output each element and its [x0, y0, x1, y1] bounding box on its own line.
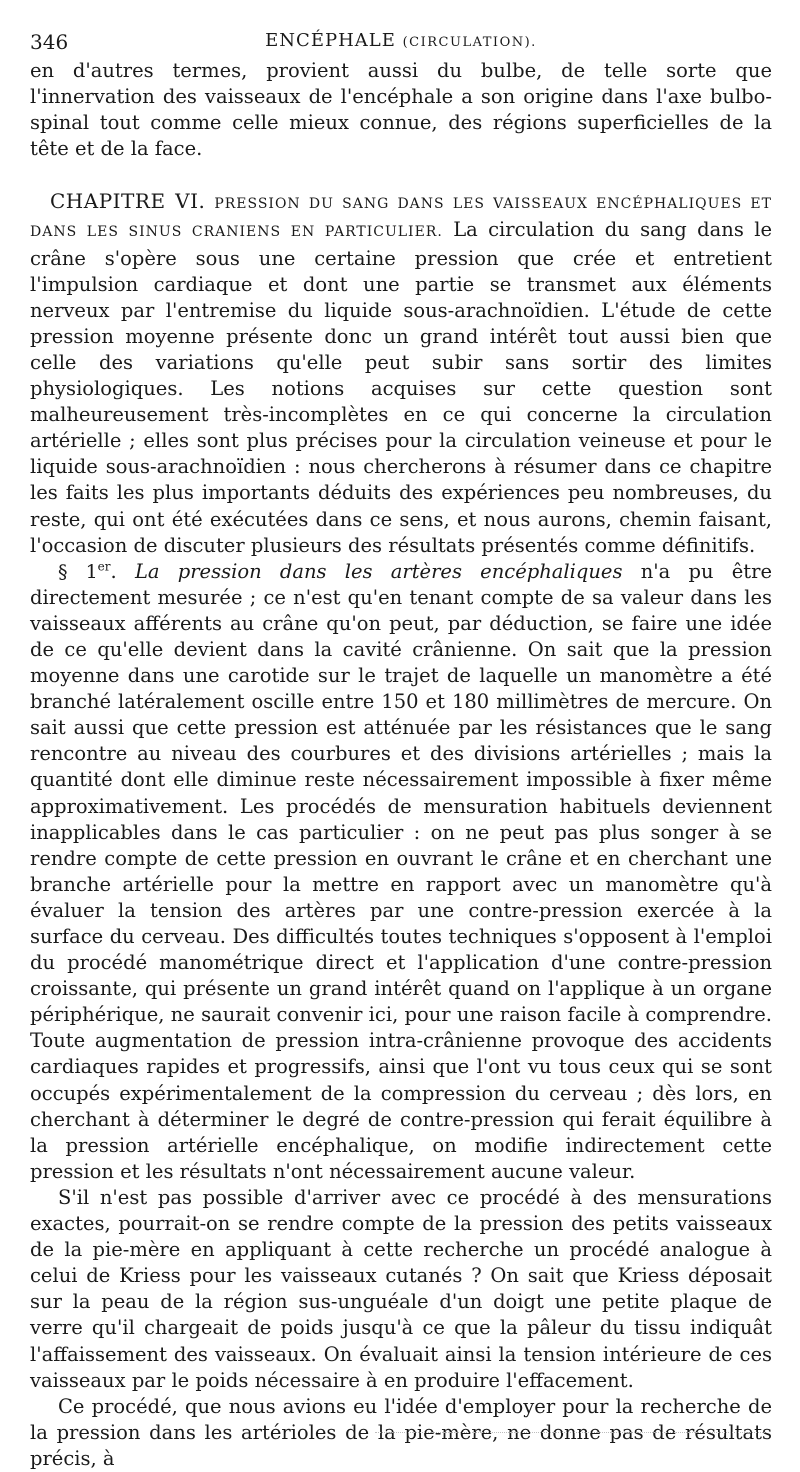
paragraph-continued: en d'autres termes, provient aussi du bulbe, de telle sorte que l'innervation des vaisseaux de l'encéphale a son origine dans l'axe bulbo-spinal tout comme celle mieux connue, des régions superficielles de la tête et de la face. [30, 59, 772, 161]
section-paragraph: § 1er. La pression dans les artères encéphaliques n'a pu être directement mesurée ; ce n'est qu'en tenant compte de sa valeur dans les vaisseaux afférents au crâne qu'on peut, par déduction, se faire une idée de ce qu'elle devient dans la cavité crânienne. On sait que la pression moyenne dans une carotide sur le trajet de laquelle un manomètre a été branché latéralement oscille entre 150 et 180 millimètres de mercure. On sait aussi que cette pression est atténuée par les résistances que le sang rencontre au niveau des courbures et des divisions artérielles ; mais la quantité dont elle diminue reste nécessairement impossible à fixer même approximativement. Les procédés de mensuration habituels deviennent inapplicables dans le cas particulier : on ne peut pas plus songer à se rendre compte de cette pression en ouvrant le crâne et en cherchant une branche artérielle pour la mettre en rapport avec un manomètre qu'à évaluer la tension des artères par une contre-pression exercée à la surface du cerveau. Des difficultés toutes techniques s'opposent à l'emploi du procédé manométrique direct et l'application d'une contre-pression croissante, qui présente un grand intérêt quand on l'applique à un organe périphérique, ne saurait convenir ici, pour une raison facile à comprendre. Toute augmentation de pression intra-crânienne provoque des accidents cardiaques rapides et progressifs, ainsi que l'ont vu tous ceux qui se sont occupés expérimentalement de la compression du cerveau ; dès lors, en cherchant à déterminer le degré de contre-pression qui ferait équilibre à la pression artérielle encéphalique, on modifie indirectement cette pression et les résultats n'ont nécessairement aucune valeur. [30, 559, 772, 1183]
section-text: n'a pu être directement mesurée ; ce n'est qu'en tenant compte de sa valeur dans les vaisseaux afférents au crâne qu'on peut, par déduction, se faire une idée de ce qu'elle devient dans la cavité crânienne. On sait que la pression moyenne dans une carotide sur le trajet de laquelle un manomètre a été branché latéralement oscille entre 150 et 180 millimètres de mercure. On sait aussi que cette pression est atténuée par les résistances que le sang rencontre au niveau des courbures et des divisions artérielles ; mais la quantité dont elle diminue reste nécessairement impossible à fixer même approximativement. Les procédés de mensuration habituels deviennent inapplicables dans le cas particulier : on ne peut pas plus songer à se rendre compte de cette pression en ouvrant le crâne et en cherchant une branche artérielle pour la mettre en rapport avec un manomètre qu'à évaluer la tension des artères par une contre-pression exercée à la surface du cerveau. Des difficultés toutes techniques s'opposent à l'emploi du procédé manométrique direct et l'application d'une contre-pression croissante, qui présente un grand intérêt quand on l'applique à un organe périphérique, ne saurait convenir ici, pour une raison facile à comprendre. Toute augmentation de pression intra-crânienne provoque des accidents cardiaques rapides et progressifs, ainsi que l'ont vu tous ceux qui se sont occupés expérimentalement de la compression du cerveau ; dès lors, en cherchant à déterminer le degré de contre-pression qui ferait équilibre à la pression artérielle encéphalique, on modifie indirectement cette pression et les résultats n'ont nécessairement aucune valeur. [30, 559, 772, 1183]
chapter-intro-text: La circulation du sang dans le crâne s'opère sous une certaine pression que crée et entretient l'impulsion cardiaque et dont une partie se transmet aux éléments nerveux par l'entremise du liquide sous-arachnoïdien. L'étude de cette pression moyenne présente donc un grand intérêt tout aussi bien que celle des variations qu'elle peut subir sans sortir des limites physiologiques. Les notions acquises sur cette question sont malheureusement très-incomplètes en ce qui concerne la circulation artérielle ; elles sont plus précises pour la circulation veineuse et pour le liquide sous-arachnoïdien : nous chercherons à résumer dans ce chapitre les faits les plus importants déduits des expériences peu nombreuses, du reste, qui ont été exécutées dans ce sens, et nous aurons, chemin faisant, l'occasion de discuter plusieurs des résultats présentés comme définitifs. [30, 218, 772, 557]
chapter-paragraph [30, 188, 772, 558]
section-superscript: er [97, 559, 111, 574]
chapter-label: CHAPITRE VI. [50, 189, 206, 214]
header-subtitle: (CIRCULATION). [402, 35, 537, 50]
bottom-faint-line [375, 1432, 765, 1433]
page-number: 346 [30, 30, 69, 54]
section-title: La pression dans les artères encéphaliques [134, 559, 623, 583]
page [30, 28, 772, 1472]
paragraph-kriess: S'il n'est pas possible d'arriver avec ce procédé à des mensurations exactes, pourrait-on se rendre compte de la pression des petits vaisseaux de la pie-mère en appliquant à cette recherche un procédé analogue à celui de Kriess pour les vaisseaux cutanés ? On sait que Kriess déposait sur la peau de la région sus-unguéale d'un doigt une petite plaque de verre qu'il chargeait de poids jusqu'à ce que la pâleur du tissu indiquât l'affaissement des vaisseaux. On évaluait ainsi la tension intérieure de ces vaisseaux par le poids nécessaire à en produire l'effacement. [30, 1185, 772, 1392]
body-text [30, 58, 772, 1472]
section-mark: § 1 [58, 560, 98, 583]
running-head-title [30, 30, 772, 51]
paragraph-procede: Ce procédé, que nous avions eu l'idée d'employer pour la recherche de la pression dans les artérioles de la pie-mère, ne donne pas de résultats précis, à [30, 1394, 772, 1470]
running-header [30, 28, 772, 58]
header-title: ENCÉPHALE [265, 30, 396, 51]
chapter-title: PRESSION DU SANG DANS LES VAISSEAUX ENCÉPHALIQUES ET DANS LES SINUS CRANIENS EN PARTICULIER. [30, 196, 772, 241]
